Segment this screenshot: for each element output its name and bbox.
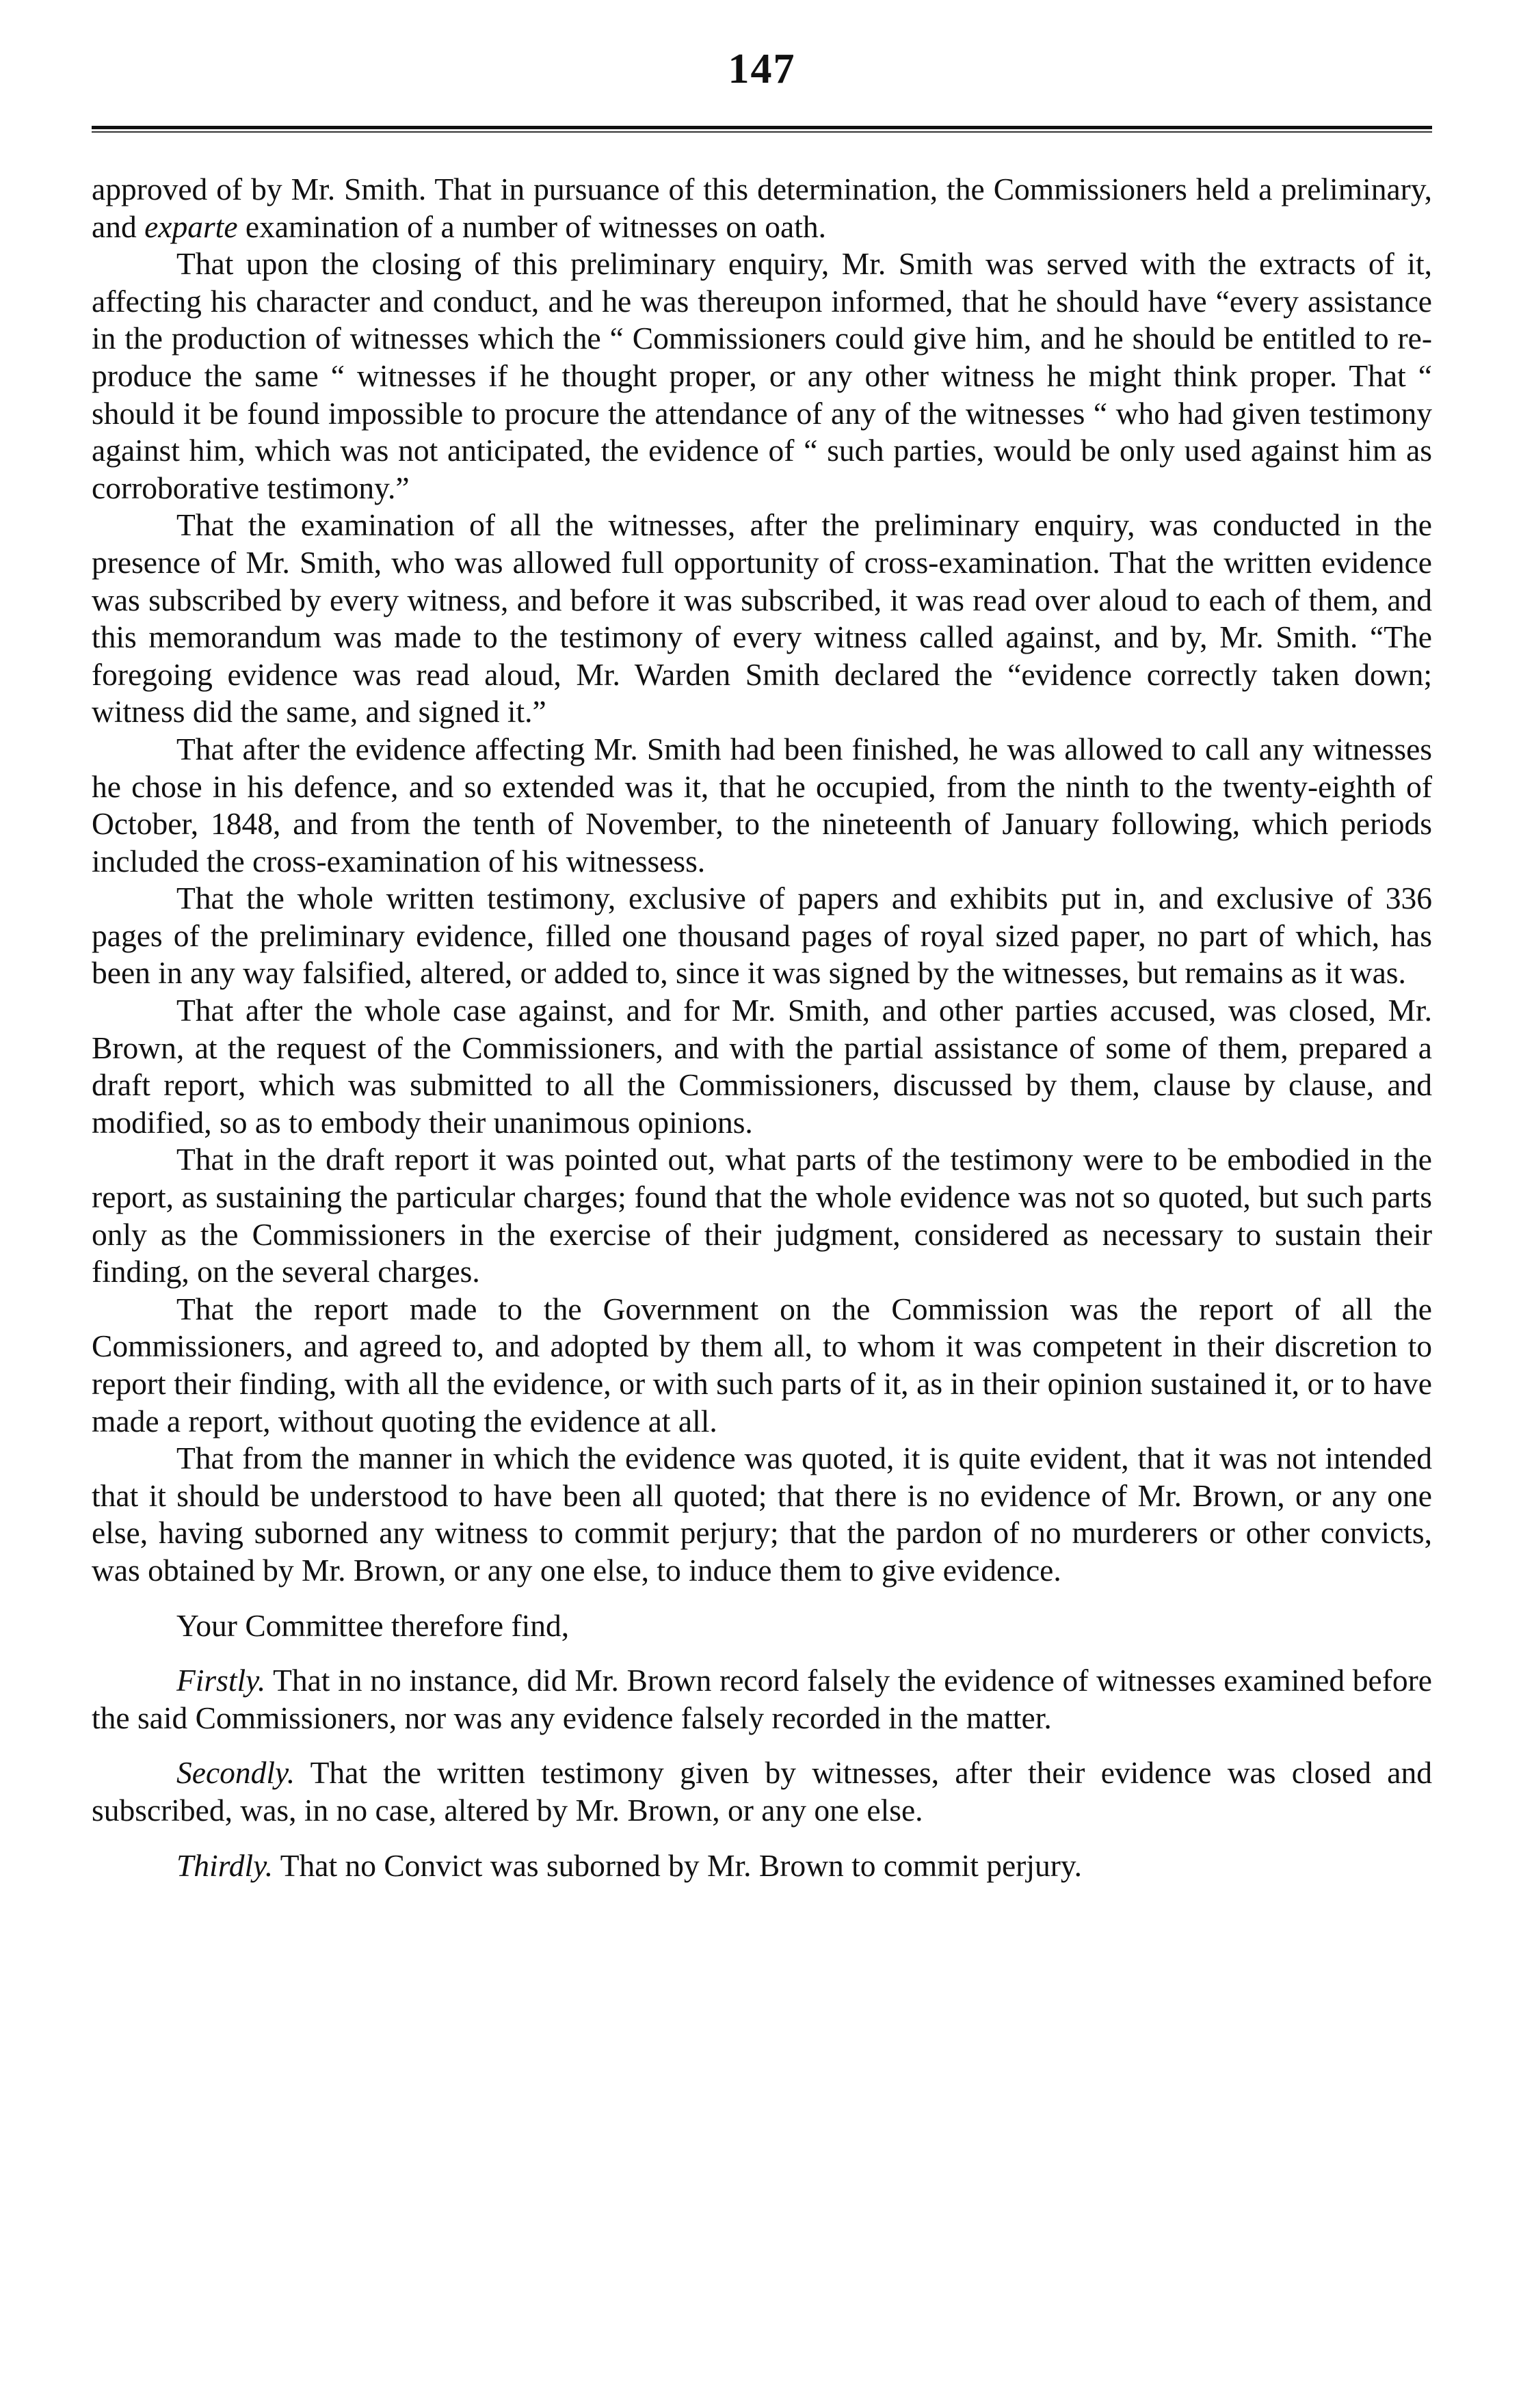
body-text xyxy=(92,171,1432,1884)
finding-thirdly-text: That no Convict was suborned by Mr. Brown to commit perjury. xyxy=(273,1847,1083,1883)
finding-thirdly-lead: Thirdly. xyxy=(176,1847,274,1883)
finding-secondly-text: That the written testimony given by witnesses, after their evidence was closed and subscribed, was, in no case, altered by Mr. Brown, or any one else. xyxy=(92,1755,1432,1828)
paragraph-5: That the whole written testimony, exclusive of papers and exhibits put in, and exclusive of 336 pages of the preliminary evidence, filled one thousand pages of royal sized paper, no part of which, has been in any way falsified, altered, or added to, since it was signed by the witnesses, but remains as it was. xyxy=(92,881,1432,991)
document-page xyxy=(92,48,1432,1884)
paragraph-6: That after the whole case against, and for Mr. Smith, and other parties accused, was closed, Mr. Brown, at the request of the Commissioners, and with the partial assistance of some of them, prepared a draft report, which was submitted to all the Commissioners, discussed by them, clause by clause, and modified, so as to embody their unanimous opinions. xyxy=(92,993,1432,1140)
page-number: 147 xyxy=(728,46,796,92)
paragraph-7: That in the draft report it was pointed out, what parts of the testimony were to be embodied in the report, as sustaining the particular charges; found that the whole evidence was not so quoted, but such parts only as the Commissioners in the exercise of their judgment, considered as necessary to sustain their finding, on the several charges. xyxy=(92,1142,1432,1289)
header-rule-thick-line xyxy=(92,126,1432,129)
paragraph-1-italic-term: exparte xyxy=(144,209,238,244)
committee-line: Your Committee therefore find, xyxy=(176,1607,570,1643)
finding-secondly-lead: Secondly. xyxy=(176,1755,295,1791)
paragraph-1-text-a: approved of by Mr. Smith. That in pursuance of this determination, the Commissioners held a preliminary, and xyxy=(92,172,1432,244)
finding-firstly xyxy=(92,1662,1432,1737)
header-rule-thin-line xyxy=(92,131,1432,133)
finding-firstly-lead: Firstly. xyxy=(176,1663,266,1698)
finding-secondly xyxy=(92,1754,1432,1829)
finding-thirdly xyxy=(92,1847,1432,1885)
header-rule xyxy=(92,126,1432,131)
finding-firstly-text: That in no instance, did Mr. Brown record falsely the evidence of witnesses examined before the said Commissioners, nor was any evidence falsely recorded in the matter. xyxy=(92,1663,1432,1735)
paragraph-9: That from the manner in which the evidence was quoted, it is quite evident, that it was not intended that it should be understood to have been all quoted; that there is no evidence of Mr. Brown, or any one else, having suborned any witness to commit perjury; that the pardon of no murderers or other convicts, was obtained by Mr. Brown, or any one else, to induce them to give evidence. xyxy=(92,1441,1432,1588)
paragraph-2: That upon the closing of this preliminary enquiry, Mr. Smith was served with the extracts of it, affecting his character and conduct, and he was thereupon informed, that he should have “every assistance in the production of witnesses which the “ Commissioners could give him, and he should be entitled to re-produce the same “ witnesses if he thought proper, or any other witness he might think proper. That “ should it be found impossible to procure the attendance of any of the witnesses “ who had given testimony against him, which was not anticipated, the evidence of “ such parties, would be only used against him as corroborative testimony.” xyxy=(92,246,1432,505)
paragraph-8: That the report made to the Government on the Commission was the report of all the Commissioners, and agreed to, and adopted by them all, to whom it was competent in their discretion to report their finding, with all the evidence, or with such parts of it, as in their opinion sustained it, or to have made a report, without quoting the evidence at all. xyxy=(92,1291,1432,1439)
paragraph-4: That after the evidence affecting Mr. Smith had been finished, he was allowed to call any witnesses he chose in his defence, and so extended was it, that he occupied, from the ninth to the twenty-eighth of October, 1848, and from the tenth of November, to the nineteenth of January following, which periods included the cross-examination of his witnessess. xyxy=(92,731,1432,879)
paragraph-1-text-b: examination of a number of witnesses on oath. xyxy=(237,209,827,244)
paragraph-1 xyxy=(92,171,1432,245)
paragraph-3: That the examination of all the witnesses, after the preliminary enquiry, was conducted in the presence of Mr. Smith, who was allowed full opportunity of cross-examination. That the written evidence was subscribed by every witness, and before it was subscribed, it was read over aloud to each of them, and this memorandum was made to the testimony of every witness called against, and by, Mr. Smith. “The foregoing evidence was read aloud, Mr. Warden Smith declared the “evidence correctly taken down; witness did the same, and signed it.” xyxy=(92,507,1432,730)
